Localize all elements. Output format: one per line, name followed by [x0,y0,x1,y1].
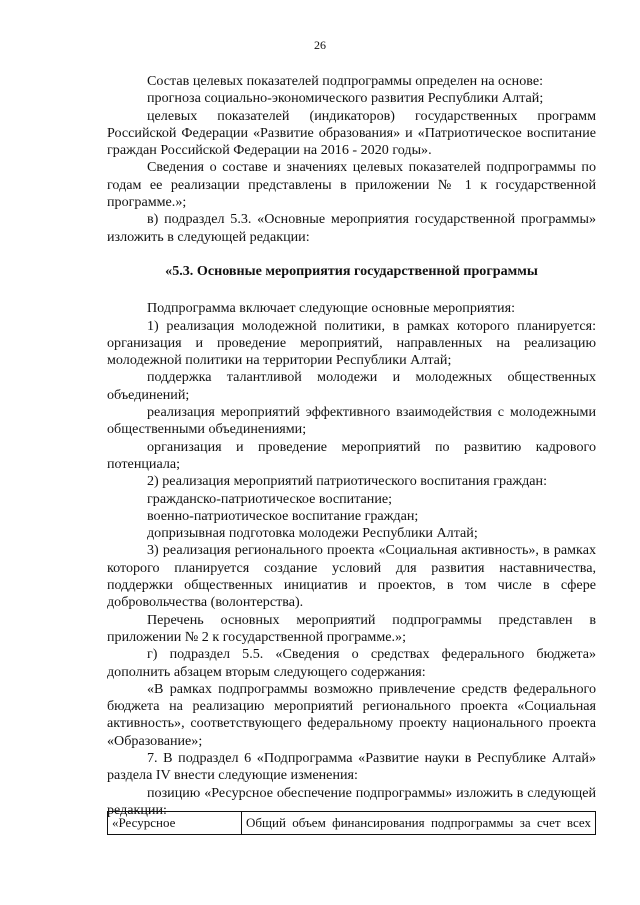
paragraph: г) подраздел 5.5. «Сведения о средствах федерального бюджета» дополнить абзацем вторым следующего содержания: [107,646,596,680]
paragraph: 7. В подраздел 6 «Подпрограмма «Развитие науки в Республике Алтай» раздела IV внести следующие изменения: [107,749,596,784]
paragraph: 1) реализация молодежной политики, в рамках которого планируется: организация и проведение мероприятий, направленных на реализацию молодежной политики на территории Республики Алтай; [107,317,596,369]
table-cell-value: Общий объем финансирования подпрограммы за счет всех [242,812,596,835]
paragraph: поддержка талантливой молодежи и молодежных общественных объединений; [107,369,596,403]
paragraph: организация и проведение мероприятий по развитию кадрового потенциала; [107,438,596,472]
table-cell-label: «Ресурсное [108,812,242,835]
paragraph: гражданско-патриотическое воспитание; [147,490,393,507]
paragraph: допризывная подготовка молодежи Республики Алтай; [147,525,478,542]
paragraph: позицию «Ресурсное обеспечение подпрограммы» изложить в следующей редакции: [107,784,596,818]
paragraph: 2) реализация мероприятий патриотического воспитания граждан: [147,473,547,490]
page-number: 26 [314,38,326,52]
paragraph: Перечень основных мероприятий подпрограммы представлен в приложении № 2 к государственной программе.»; [107,611,596,645]
table-row [108,812,596,835]
paragraph: реализация мероприятий эффективного взаимодействия с молодежными общественными объединениями; [107,404,596,438]
paragraph: целевых показателей (индикаторов) государственных программ Российской Федерации «Развитие образования» и «Патриотическое воспитание граждан Российской Федерации на 2016 - 2020 годы». [107,107,596,159]
paragraph: в) подраздел 5.3. «Основные мероприятия государственной программы» изложить в следующей редакции: [107,211,596,245]
paragraph: «В рамках подпрограммы возможно привлечение средств федерального бюджета на реализацию мероприятий регионального проекта «Социальная активность», соответствующего федеральному проекту национального проекта «Образование»; [107,680,596,749]
section-heading: «5.3. Основные мероприятия государственной программы [165,262,538,279]
paragraph: прогноза социально-экономического развития Республики Алтай; [147,90,544,107]
resource-table [107,811,596,835]
document-body [107,73,596,819]
paragraph: Подпрограмма включает следующие основные мероприятия: [147,300,515,317]
paragraph: Сведения о составе и значениях целевых показателей подпрограммы по годам ее реализации представлены в приложении № 1 к государственной программе.»; [107,159,596,211]
paragraph: военно-патриотическое воспитание граждан; [147,507,419,524]
paragraph: 3) реализация регионального проекта «Социальная активность», в рамках которого планируется создание условий для развития наставничества, поддержки общественных инициатив и проектов, в том числе в сфере добровольчества (волонтерства). [107,542,596,611]
paragraph: Состав целевых показателей подпрограммы определен на основе: [147,73,544,89]
